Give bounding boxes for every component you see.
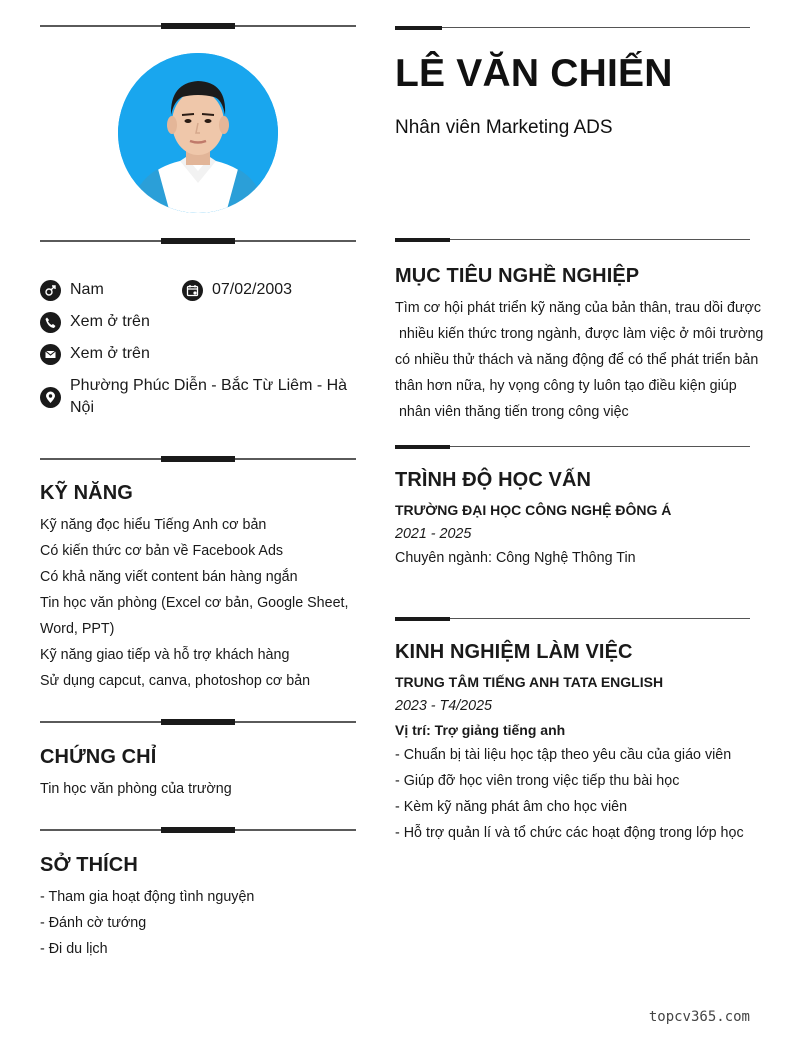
info-birthdate [182, 279, 292, 301]
hobby-item: - Đánh cờ tướng [40, 915, 147, 931]
skills-title: KỸ NĂNG [40, 482, 133, 504]
certificates-list [40, 776, 232, 802]
phone-value: Xem ở trên [70, 313, 150, 330]
objective-line: có nhiều thử thách và năng động để có thể phát triển bản [395, 352, 759, 368]
right-divider-top [395, 25, 750, 31]
left-divider-top [40, 23, 356, 29]
candidate-role: Nhân viên Marketing ADS [395, 117, 613, 138]
birthdate-value: 07/02/2003 [212, 281, 293, 298]
skill-item: Word, PPT) [40, 621, 115, 637]
duty-item: - Chuẩn bị tài liệu học tập theo yêu cầu của giáo viên [395, 747, 732, 763]
objective-line: nhân viên thăng tiến trong công việc [395, 404, 629, 420]
experience-position: Vị trí: Trợ giảng tiếng anh [395, 722, 566, 738]
info-email [40, 343, 150, 365]
objective-title: MỤC TIÊU NGHỀ NGHIỆP [395, 265, 640, 287]
info-gender [40, 279, 104, 301]
phone-icon [40, 312, 61, 333]
email-icon [40, 344, 61, 365]
skill-item: Có khả năng viết content bán hàng ngắn [40, 569, 298, 585]
duty-item: - Giúp đỡ học viên trong việc tiếp thu bài học [395, 773, 680, 789]
experience-period: 2023 - T4/2025 [395, 698, 492, 714]
education-major: Chuyên ngành: Công Nghệ Thông Tin [395, 550, 636, 566]
objective-line: Tìm cơ hội phát triển kỹ năng của bản thân, trau dồi được [395, 300, 762, 316]
objective-line: nhiều kiến thức trong ngành, được làm việc ở môi trường [395, 326, 764, 342]
skill-item: Có kiến thức cơ bản về Facebook Ads [40, 543, 284, 559]
calendar-icon [182, 280, 203, 301]
hobby-item: - Tham gia hoạt động tình nguyện [40, 889, 255, 905]
candidate-name: LÊ VĂN CHIẾN [395, 52, 673, 95]
location-icon [40, 387, 61, 408]
company-name: TRUNG TÂM TIẾNG ANH TATA ENGLISH [395, 674, 664, 690]
right-divider-objective [395, 237, 750, 243]
left-divider-info [40, 238, 356, 244]
education-details [395, 498, 671, 570]
info-address [40, 375, 350, 419]
skills-list [40, 512, 348, 694]
left-divider-certificates [40, 719, 356, 725]
avatar [118, 53, 278, 213]
school-name: TRƯỜNG ĐẠI HỌC CÔNG NGHỆ ĐÔNG Á [395, 502, 672, 518]
email-value: Xem ở trên [70, 345, 150, 362]
experience-title: KINH NGHIỆM LÀM VIỆC [395, 641, 633, 663]
education-period: 2021 - 2025 [395, 526, 472, 542]
hobby-item: - Đi du lịch [40, 941, 108, 957]
address-value: Phường Phúc Diễn - Bắc Từ Liêm - Hà Nội [70, 377, 348, 416]
duty-item: - Hỗ trợ quản lí và tổ chức các hoạt động trong lớp học [395, 825, 744, 841]
experience-details [395, 670, 744, 846]
gender-icon [40, 280, 61, 301]
objective-line: thân hơn nữa, hy vọng công ty luôn tạo điều kiện giúp [395, 378, 737, 394]
certificate-item: Tin học văn phòng của trường [40, 781, 232, 797]
skill-item: Kỹ năng giao tiếp và hỗ trợ khách hàng [40, 647, 290, 663]
gender-value: Nam [70, 281, 104, 298]
skill-item: Sử dụng capcut, canva, photoshop cơ bản [40, 673, 311, 689]
hobbies-title: SỞ THÍCH [40, 854, 138, 876]
footer-watermark[interactable]: topcv365.com [648, 1009, 750, 1025]
right-divider-experience [395, 616, 750, 622]
education-title: TRÌNH ĐỘ HỌC VẤN [395, 469, 592, 491]
left-divider-skills [40, 456, 356, 462]
skill-item: Kỹ năng đọc hiểu Tiếng Anh cơ bản [40, 517, 267, 533]
objective-text [395, 295, 763, 425]
skill-item: Tin học văn phòng (Excel cơ bản, Google Sheet, [40, 595, 349, 611]
hobbies-list [40, 884, 254, 962]
right-divider-education [395, 444, 750, 450]
info-phone [40, 311, 150, 333]
certificates-title: CHỨNG CHỈ [40, 746, 157, 768]
left-divider-hobbies [40, 827, 356, 833]
duty-item: - Kèm kỹ năng phát âm cho học viên [395, 799, 628, 815]
